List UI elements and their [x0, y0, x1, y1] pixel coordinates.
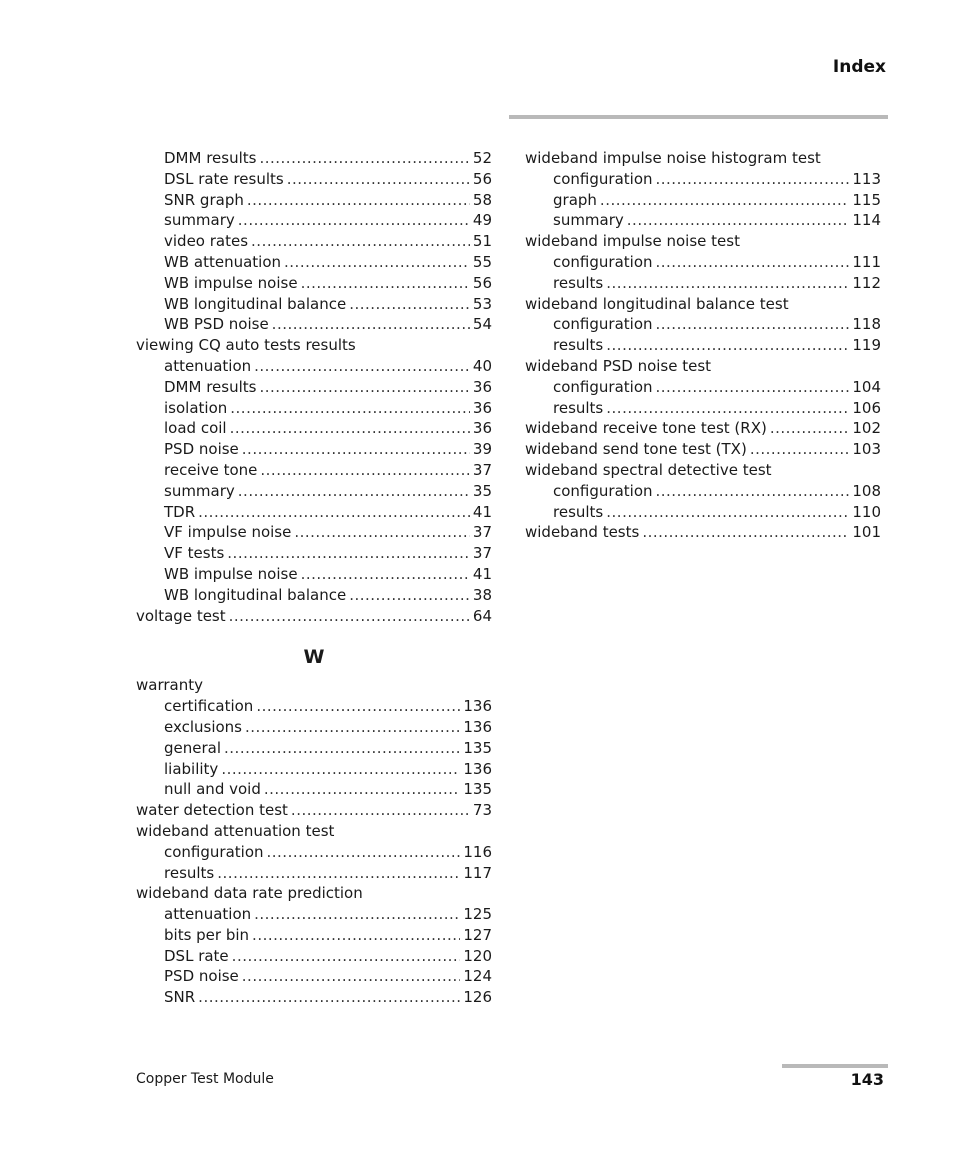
entry-label: bits per bin: [164, 925, 250, 944]
entry-page-number[interactable]: 118: [852, 315, 881, 334]
entry-label: WB longitudinal balance: [164, 585, 347, 604]
index-entry: [136, 335, 492, 356]
dot-leader: [656, 377, 850, 398]
index-subentry[interactable]: [136, 169, 492, 190]
entry-page-number[interactable]: 37: [472, 460, 492, 479]
entry-label: WB attenuation: [164, 252, 282, 271]
dot-leader: [254, 356, 470, 377]
dot-leader: [272, 314, 470, 335]
dot-leader: [627, 210, 850, 231]
index-subentry[interactable]: [525, 335, 881, 356]
entry-page-number[interactable]: 51: [472, 232, 492, 251]
index-entry[interactable]: [525, 439, 881, 460]
entry-label: WB impulse noise: [164, 564, 298, 583]
dot-leader: [656, 314, 850, 335]
index-subentry[interactable]: [136, 439, 492, 460]
footer-page-number: 143: [850, 1070, 884, 1089]
entry-page-number[interactable]: 53: [472, 294, 492, 313]
index-entry[interactable]: [525, 418, 881, 439]
dot-leader: [750, 439, 850, 460]
index-subentry[interactable]: [136, 294, 492, 315]
entry-page-number[interactable]: 73: [472, 801, 492, 820]
entry-page-number[interactable]: 124: [463, 967, 492, 986]
index-subentry[interactable]: [136, 418, 492, 439]
entry-label: general: [164, 738, 222, 757]
dot-leader: [252, 925, 460, 946]
entry-label: isolation: [164, 398, 228, 417]
entry-label: configuration: [553, 252, 653, 271]
entry-page-number[interactable]: 115: [852, 190, 881, 209]
dot-leader: [198, 987, 460, 1008]
dot-leader: [349, 294, 470, 315]
dot-leader: [606, 335, 849, 356]
entry-label: VF impulse noise: [164, 523, 292, 542]
entry-page-number[interactable]: 102: [852, 419, 881, 438]
dot-leader: [230, 418, 470, 439]
entry-label: summary: [164, 211, 235, 230]
index-subentry[interactable]: [136, 377, 492, 398]
entry-label: attenuation: [164, 905, 252, 924]
dot-leader: [656, 252, 850, 273]
dot-leader: [284, 252, 470, 273]
entry-label: results: [553, 502, 604, 521]
index-subentry[interactable]: [136, 696, 492, 717]
entry-label: video rates: [164, 232, 249, 251]
index-subentry[interactable]: [525, 252, 881, 273]
index-entry: [136, 675, 492, 696]
dot-leader: [656, 481, 850, 502]
section-letter: W: [303, 646, 325, 669]
dot-leader: [254, 904, 460, 925]
entry-label: liability: [164, 759, 219, 778]
dot-leader: [245, 717, 460, 738]
entry-label: wideband tests: [525, 523, 640, 542]
index-entry[interactable]: [525, 522, 881, 543]
entry-label: summary: [164, 481, 235, 500]
dot-leader: [606, 273, 849, 294]
index-subentry[interactable]: [136, 252, 492, 273]
entry-label: water detection test: [136, 801, 288, 820]
entry-page-number[interactable]: 55: [472, 252, 492, 271]
entry-page-number[interactable]: 101: [852, 523, 881, 542]
dot-leader: [301, 564, 470, 585]
entry-label: DSL rate results: [164, 169, 284, 188]
dot-leader: [264, 779, 461, 800]
entry-page-number[interactable]: 36: [472, 377, 492, 396]
dot-leader: [287, 169, 470, 190]
index-subentry[interactable]: [136, 273, 492, 294]
entry-label: DSL rate: [164, 946, 229, 965]
index-entry: [525, 148, 881, 169]
entry-label: results: [164, 863, 215, 882]
dot-leader: [260, 460, 470, 481]
index-subentry[interactable]: [136, 904, 492, 925]
entry-label: VF tests: [164, 544, 225, 563]
entry-page-number[interactable]: 58: [472, 190, 492, 209]
entry-page-number[interactable]: 64: [472, 606, 492, 625]
entry-page-number[interactable]: 38: [472, 585, 492, 604]
dot-leader: [256, 696, 460, 717]
entry-page-number[interactable]: 136: [463, 759, 492, 778]
index-subentry[interactable]: [136, 190, 492, 211]
index-subentry[interactable]: [136, 398, 492, 419]
entry-label: DMM results: [164, 149, 257, 167]
entry-label: configuration: [164, 842, 264, 861]
index-subentry[interactable]: [136, 356, 492, 377]
dot-leader: [770, 418, 850, 439]
entry-label: SNR: [164, 988, 196, 1007]
dot-leader: [238, 210, 470, 231]
index-subentry[interactable]: [525, 190, 881, 211]
dot-leader: [259, 148, 469, 169]
entry-label: results: [553, 273, 604, 292]
index-subentry[interactable]: [136, 966, 492, 987]
dot-leader: [230, 398, 470, 419]
index-entry: [136, 821, 492, 842]
dot-leader: [349, 585, 470, 606]
entry-page-number[interactable]: 49: [472, 211, 492, 230]
dot-leader: [600, 190, 849, 211]
entry-page-number[interactable]: 36: [472, 398, 492, 417]
dot-leader: [259, 377, 469, 398]
entry-page-number[interactable]: 103: [852, 440, 881, 459]
entry-label: wideband PSD noise test: [525, 356, 712, 375]
entry-page-number[interactable]: 127: [463, 925, 492, 944]
entry-label: WB impulse noise: [164, 273, 298, 292]
index-subentry[interactable]: [136, 738, 492, 759]
index-subentry[interactable]: [136, 759, 492, 780]
page-header-title: Index: [832, 57, 886, 77]
entry-label: graph: [553, 190, 597, 209]
entry-label: wideband spectral detective test: [525, 460, 772, 479]
entry-page-number[interactable]: 126: [463, 988, 492, 1007]
entry-page-number[interactable]: 41: [472, 502, 492, 521]
entry-label: summary: [553, 211, 624, 230]
dot-leader: [642, 522, 849, 543]
dot-leader: [301, 273, 470, 294]
dot-leader: [224, 738, 460, 759]
header-rule: [509, 115, 888, 119]
entry-page-number[interactable]: 40: [472, 356, 492, 375]
index-column-right: [525, 148, 881, 543]
entry-page-number[interactable]: 52: [472, 149, 492, 167]
entry-label: receive tone: [164, 460, 258, 479]
entry-label: wideband impulse noise test: [525, 232, 740, 251]
index-subentry[interactable]: [136, 585, 492, 606]
entry-label: voltage test: [136, 606, 226, 625]
entry-page-number[interactable]: 125: [463, 905, 492, 924]
entry-label: wideband receive tone test (RX): [525, 419, 767, 438]
entry-page-number[interactable]: 56: [472, 273, 492, 292]
entry-page-number[interactable]: 41: [472, 564, 492, 583]
index-subentry[interactable]: [136, 925, 492, 946]
dot-leader: [217, 863, 460, 884]
dot-leader: [198, 502, 470, 523]
entry-label: WB PSD noise: [164, 315, 269, 334]
entry-page-number[interactable]: 135: [463, 738, 492, 757]
dot-leader: [291, 800, 470, 821]
index-subentry[interactable]: [136, 522, 492, 543]
index-subentry[interactable]: [136, 481, 492, 502]
dot-leader: [267, 842, 461, 863]
entry-label: wideband send tone test (TX): [525, 440, 747, 459]
index-entry: [136, 883, 492, 904]
dot-leader: [606, 502, 849, 523]
entry-label: attenuation: [164, 356, 252, 375]
entry-label: results: [553, 398, 604, 417]
entry-page-number[interactable]: 110: [852, 502, 881, 521]
index-subentry[interactable]: [525, 481, 881, 502]
index-subentry[interactable]: [525, 398, 881, 419]
entry-label: PSD noise: [164, 440, 239, 459]
index-subentry[interactable]: [136, 210, 492, 231]
entry-label: configuration: [553, 315, 653, 334]
entry-label: WB longitudinal balance: [164, 294, 347, 313]
entry-page-number[interactable]: 108: [852, 481, 881, 500]
index-subentry[interactable]: [136, 231, 492, 252]
entry-page-number[interactable]: 111: [852, 252, 881, 271]
entry-page-number[interactable]: 37: [472, 544, 492, 563]
entry-label: configuration: [553, 481, 653, 500]
entry-label: viewing CQ auto tests results: [136, 336, 356, 355]
entry-label: load coil: [164, 419, 227, 438]
entry-page-number[interactable]: 35: [472, 481, 492, 500]
entry-label: TDR: [164, 502, 196, 521]
entry-page-number[interactable]: 135: [463, 780, 492, 799]
entry-page-number[interactable]: 37: [472, 523, 492, 542]
index-subentry[interactable]: [136, 460, 492, 481]
entry-page-number[interactable]: 120: [463, 946, 492, 965]
index-subentry[interactable]: [525, 377, 881, 398]
entry-label: warranty: [136, 676, 203, 695]
dot-leader: [294, 522, 470, 543]
entry-label: wideband impulse noise histogram test: [525, 149, 821, 167]
entry-page-number[interactable]: 112: [852, 273, 881, 292]
index-entry: [525, 294, 881, 315]
dot-leader: [229, 606, 470, 627]
entry-label: wideband data rate prediction: [136, 884, 363, 903]
entry-label: PSD noise: [164, 967, 239, 986]
index-entry[interactable]: [136, 606, 492, 627]
entry-label: results: [553, 336, 604, 355]
dot-leader: [238, 481, 470, 502]
index-subentry[interactable]: [136, 543, 492, 564]
index-subentry[interactable]: [136, 779, 492, 800]
entry-page-number[interactable]: 116: [463, 842, 492, 861]
dot-leader: [247, 190, 470, 211]
entry-page-number[interactable]: 136: [463, 717, 492, 736]
index-column-left: [136, 148, 492, 1008]
entry-page-number[interactable]: 39: [472, 440, 492, 459]
dot-leader: [232, 946, 461, 967]
index-subentry[interactable]: [136, 842, 492, 863]
dot-leader: [656, 169, 850, 190]
entry-page-number[interactable]: 36: [472, 419, 492, 438]
index-entry[interactable]: [136, 800, 492, 821]
entry-label: configuration: [553, 169, 653, 188]
index-subentry[interactable]: [136, 717, 492, 738]
footer-rule: [782, 1064, 888, 1068]
entry-page-number[interactable]: 104: [852, 377, 881, 396]
entry-label: wideband longitudinal balance test: [525, 294, 789, 313]
entry-label: certification: [164, 697, 254, 716]
entry-page-number[interactable]: 119: [852, 336, 881, 355]
dot-leader: [251, 231, 470, 252]
entry-page-number[interactable]: 117: [463, 863, 492, 882]
footer-doc-title: Copper Test Module: [136, 1071, 274, 1087]
entry-label: SNR graph: [164, 190, 244, 209]
index-entry: [525, 460, 881, 481]
dot-leader: [242, 966, 461, 987]
entry-label: configuration: [553, 377, 653, 396]
entry-label: exclusions: [164, 717, 242, 736]
index-subentry[interactable]: [136, 987, 492, 1008]
dot-leader: [227, 543, 470, 564]
index-subentry[interactable]: [525, 273, 881, 294]
index-entry: [525, 356, 881, 377]
entry-label: null and void: [164, 780, 261, 799]
index-entry: [525, 231, 881, 252]
entry-label: wideband attenuation test: [136, 821, 335, 840]
dot-leader: [221, 759, 460, 780]
index-subentry[interactable]: [136, 946, 492, 967]
index-subentry[interactable]: [136, 314, 492, 335]
index-subentry[interactable]: [525, 169, 881, 190]
entry-page-number[interactable]: 56: [472, 169, 492, 188]
entry-label: DMM results: [164, 377, 257, 396]
entry-page-number[interactable]: 106: [852, 398, 881, 417]
index-subentry[interactable]: [136, 148, 492, 169]
index-subentry[interactable]: [525, 210, 881, 231]
index-subentry[interactable]: [525, 314, 881, 335]
entry-page-number[interactable]: 136: [463, 697, 492, 716]
entry-page-number[interactable]: 113: [852, 169, 881, 188]
entry-page-number[interactable]: 54: [472, 315, 492, 334]
entry-page-number[interactable]: 114: [852, 211, 881, 230]
dot-leader: [606, 398, 849, 419]
dot-leader: [242, 439, 470, 460]
index-subentry[interactable]: [136, 863, 492, 884]
index-subentry[interactable]: [136, 502, 492, 523]
index-subentry[interactable]: [136, 564, 492, 585]
index-subentry[interactable]: [525, 502, 881, 523]
